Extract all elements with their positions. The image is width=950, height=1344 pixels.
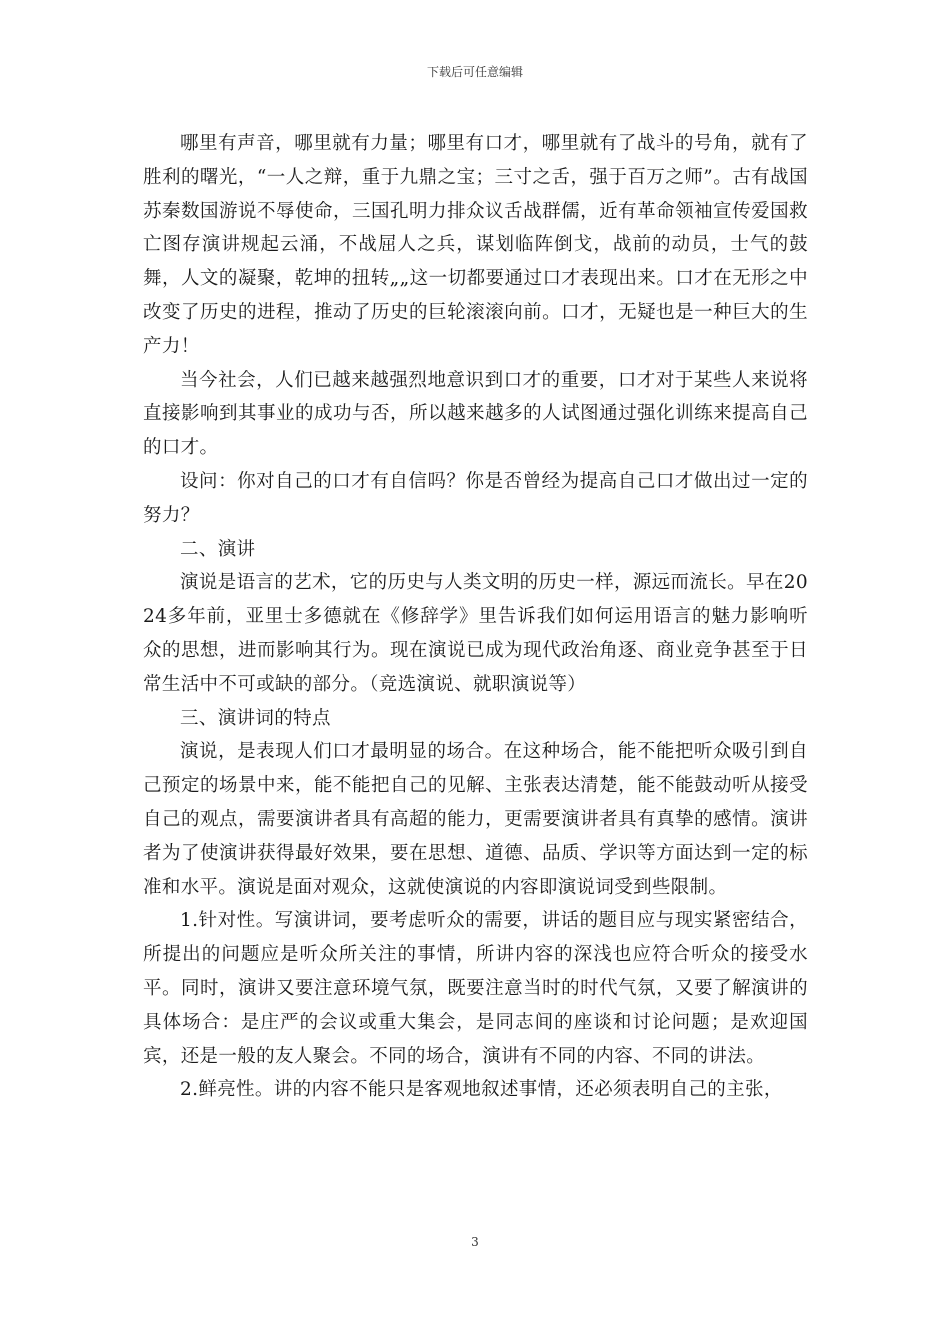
paragraph-speech-art: 演说是语言的艺术，它的历史与人类文明的历史一样，源远而流长。早在2024多年前，亚里士多德就在《修辞学》里告诉我们如何运用语言的魅力影响听众的思想，进而影响其行为。现在演说已成为现代政治角逐、商业竞争甚至于日常生活中不可或缺的部分。（竞选演说、就职演说等）	[143, 572, 808, 695]
document-body	[143, 127, 808, 1107]
section-heading-speech: 二、演讲	[180, 538, 256, 560]
page-number: 3	[471, 1235, 479, 1249]
paragraph-modern-society: 当今社会，人们已越来越强烈地意识到口才的重要，口才对于某些人来说将直接影响到其事业的成功与否，所以越来越多的人试图通过强化训练来提高自己的口才。	[143, 369, 808, 459]
page-header: 下载后可任意编辑	[426, 65, 523, 79]
paragraph-speech-occasion: 演说，是表现人们口才最明显的场合。在这种场合，能不能把听众吸引到自己预定的场景中来，能不能把自己的见解、主张表达清楚，能不能鼓动听从接受自己的观点，需要演讲者具有高超的能力，更需要演讲者具有真挚的感情。演讲者为了使演讲获得最好效果，要在思想、道德、品质、学识等方面达到一定的标准和水平。演说是面对观众，这就使演说的内容即演说词受到些限制。	[143, 741, 808, 898]
paragraph-pertinence: 1.针对性。写演讲词，要考虑听众的需要，讲话的题目应与现实紧密结合，所提出的问题应是听众所关注的事情，所讲内容的深浅也应符合听众的接受水平。同时，演讲又要注意环境气氛，既要注意当时的时代气氛，又要了解演讲的具体场合：是庄严的会议或重大集会，是同志间的座谈和讨论问题；是欢迎国宾，还是一般的友人聚会。不同的场合，演讲有不同的内容、不同的讲法。	[143, 910, 808, 1067]
paragraph-clarity: 2.鲜亮性。讲的内容不能只是客观地叙述事情，还必须表明自己的主张，	[180, 1079, 783, 1101]
paragraph-question: 设问：你对自己的口才有自信吗？你是否曾经为提高自己口才做出过一定的努力？	[143, 470, 808, 526]
paragraph-eloquence-power: 哪里有声音，哪里就有力量；哪里有口才，哪里就有了战斗的号角，就有了胜利的曙光，“一人之辩，重于九鼎之宝；三寸之舌，强于百万之师”。古有战国苏秦数国游说不辱使命，三国孔明力排众议舌战群儒，近有革命领袖宣传爱国救亡图存演讲规起云涌，不战屈人之兵，谋划临阵倒戈，战前的动员，士气的鼓舞，人文的凝聚，乾坤的扭转„„这一切都要通过口才表现出来。口才在无形之中改变了历史的进程，推动了历史的巨轮滚滚向前。口才，无疑也是一种巨大的生产力！	[143, 133, 808, 357]
section-heading-features: 三、演讲词的特点	[180, 707, 331, 729]
